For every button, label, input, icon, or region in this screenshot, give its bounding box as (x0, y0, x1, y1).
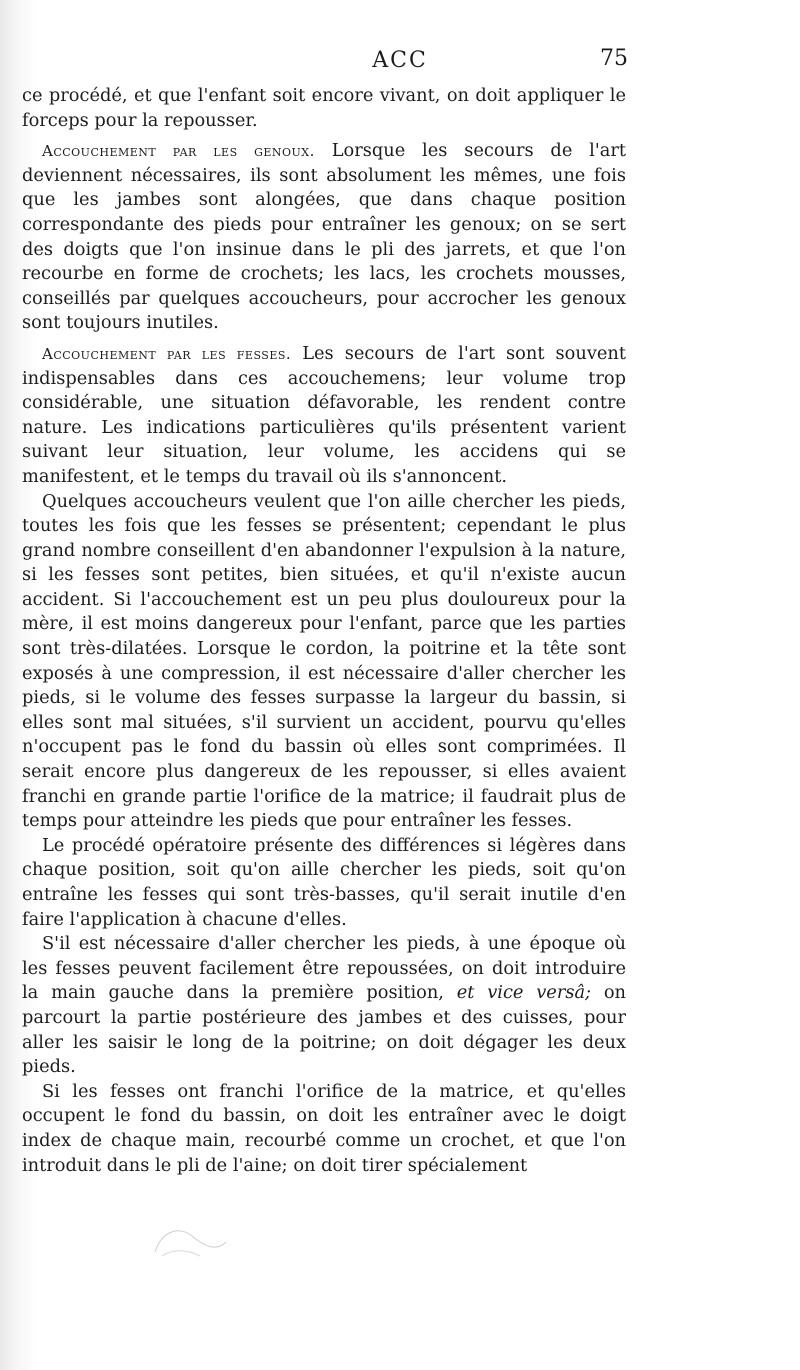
paragraph-text: Si les fesses ont franchi l'orifice de la matrice, et qu'elles occupent le fond du bassin, on doit les entraîner avec le doigt index de chaque main, recourbé comme un crochet, et que l'on introduit dans le pli de l'aine; on doit tirer spécialement (22, 1080, 626, 1176)
italic-phrase: et vice versâ; (443, 982, 592, 1004)
paragraph (22, 490, 626, 834)
running-head: ACC (372, 48, 428, 73)
section-heading: Accouchement par les genoux. (42, 142, 315, 161)
paragraph-text: on parcourt la partie postérieure des jambes et des cuisses, pour aller les saisir le long de la poitrine; on doit dégager les deux pieds. (22, 982, 627, 1078)
page-header (0, 44, 800, 78)
paragraph-text: Le procédé opératoire présente des différences si légères dans chaque position, soit qu'on aille chercher les pieds, soit qu'on entraîne les fesses qui sont très-basses, qu'il serait inutile d'en faire l'application à chacune d'elles. (22, 834, 626, 930)
paragraph-text: S'il est nécessaire d'aller chercher les pieds, à une époque où les fesses peuvent facilement être repoussées, on doit introduire la main gauche dans la première position, (22, 933, 626, 1004)
body-text (22, 84, 626, 1178)
paragraph-text: Les secours de l'art sont souvent indispensables dans ces accouchemens; leur volume trop considérable, une situation défavorable, les rendent contre nature. Les indications particulières qu'ils présentent varient suivant leur situation, leur volume, les accidens qui se manifestent, et le temps du travail où ils s'annoncent. (22, 342, 626, 487)
paragraph (22, 932, 626, 1080)
paragraph (22, 1080, 626, 1178)
section-paragraph-genoux (22, 139, 626, 336)
paragraph (22, 84, 626, 133)
paper-stain-mark (150, 1222, 230, 1262)
paragraph-text: ce procédé, et que l'enfant soit encore vivant, on doit appliquer le forceps pour la repousser. (22, 85, 626, 131)
paragraph (22, 834, 626, 932)
section-paragraph-fesses (22, 342, 626, 490)
section-heading: Accouchement par les fesses. (42, 344, 292, 363)
page-number: 75 (600, 46, 628, 71)
paragraph-text: Lorsque les secours de l'art deviennent nécessaires, ils sont absolument les mêmes, une fois que les jambes sont alongées, que dans chaque position correspondante des pieds pour entraîner les genoux; on se sert des doigts que l'on insinue dans le pli des jarrets, et que l'on recourbe en forme de crochets; les lacs, les crochets mousses, conseillés par quelques accoucheurs, pour accrocher les genoux sont toujours inutiles. (22, 140, 626, 334)
paragraph-text: Quelques accoucheurs veulent que l'on aille chercher les pieds, toutes les fois que les fesses se présentent; cependant le plus grand nombre conseillent d'en abandonner l'expulsion à la nature, si les fesses sont petites, bien situées, et qu'il n'existe aucun accident. Si l'accouchement est un peu plus douloureux pour la mère, il est moins dangereux pour l'enfant, parce que les parties sont très-dilatées. Lorsque le cordon, la poitrine et la tête sont exposés à une compression, il est nécessaire d'aller chercher les pieds, si le volume des fesses surpasse la largeur du bassin, si elles sont mal situées, s'il survient un accident, pourvu qu'elles n'occupent pas le fond du bassin où elles sont comprimées. Il serait encore plus dangereux de les repousser, si elles avaient franchi en grande partie l'orifice de la matrice; il faudrait plus de temps pour atteindre les pieds que pour entraîner les fesses. (22, 490, 626, 832)
